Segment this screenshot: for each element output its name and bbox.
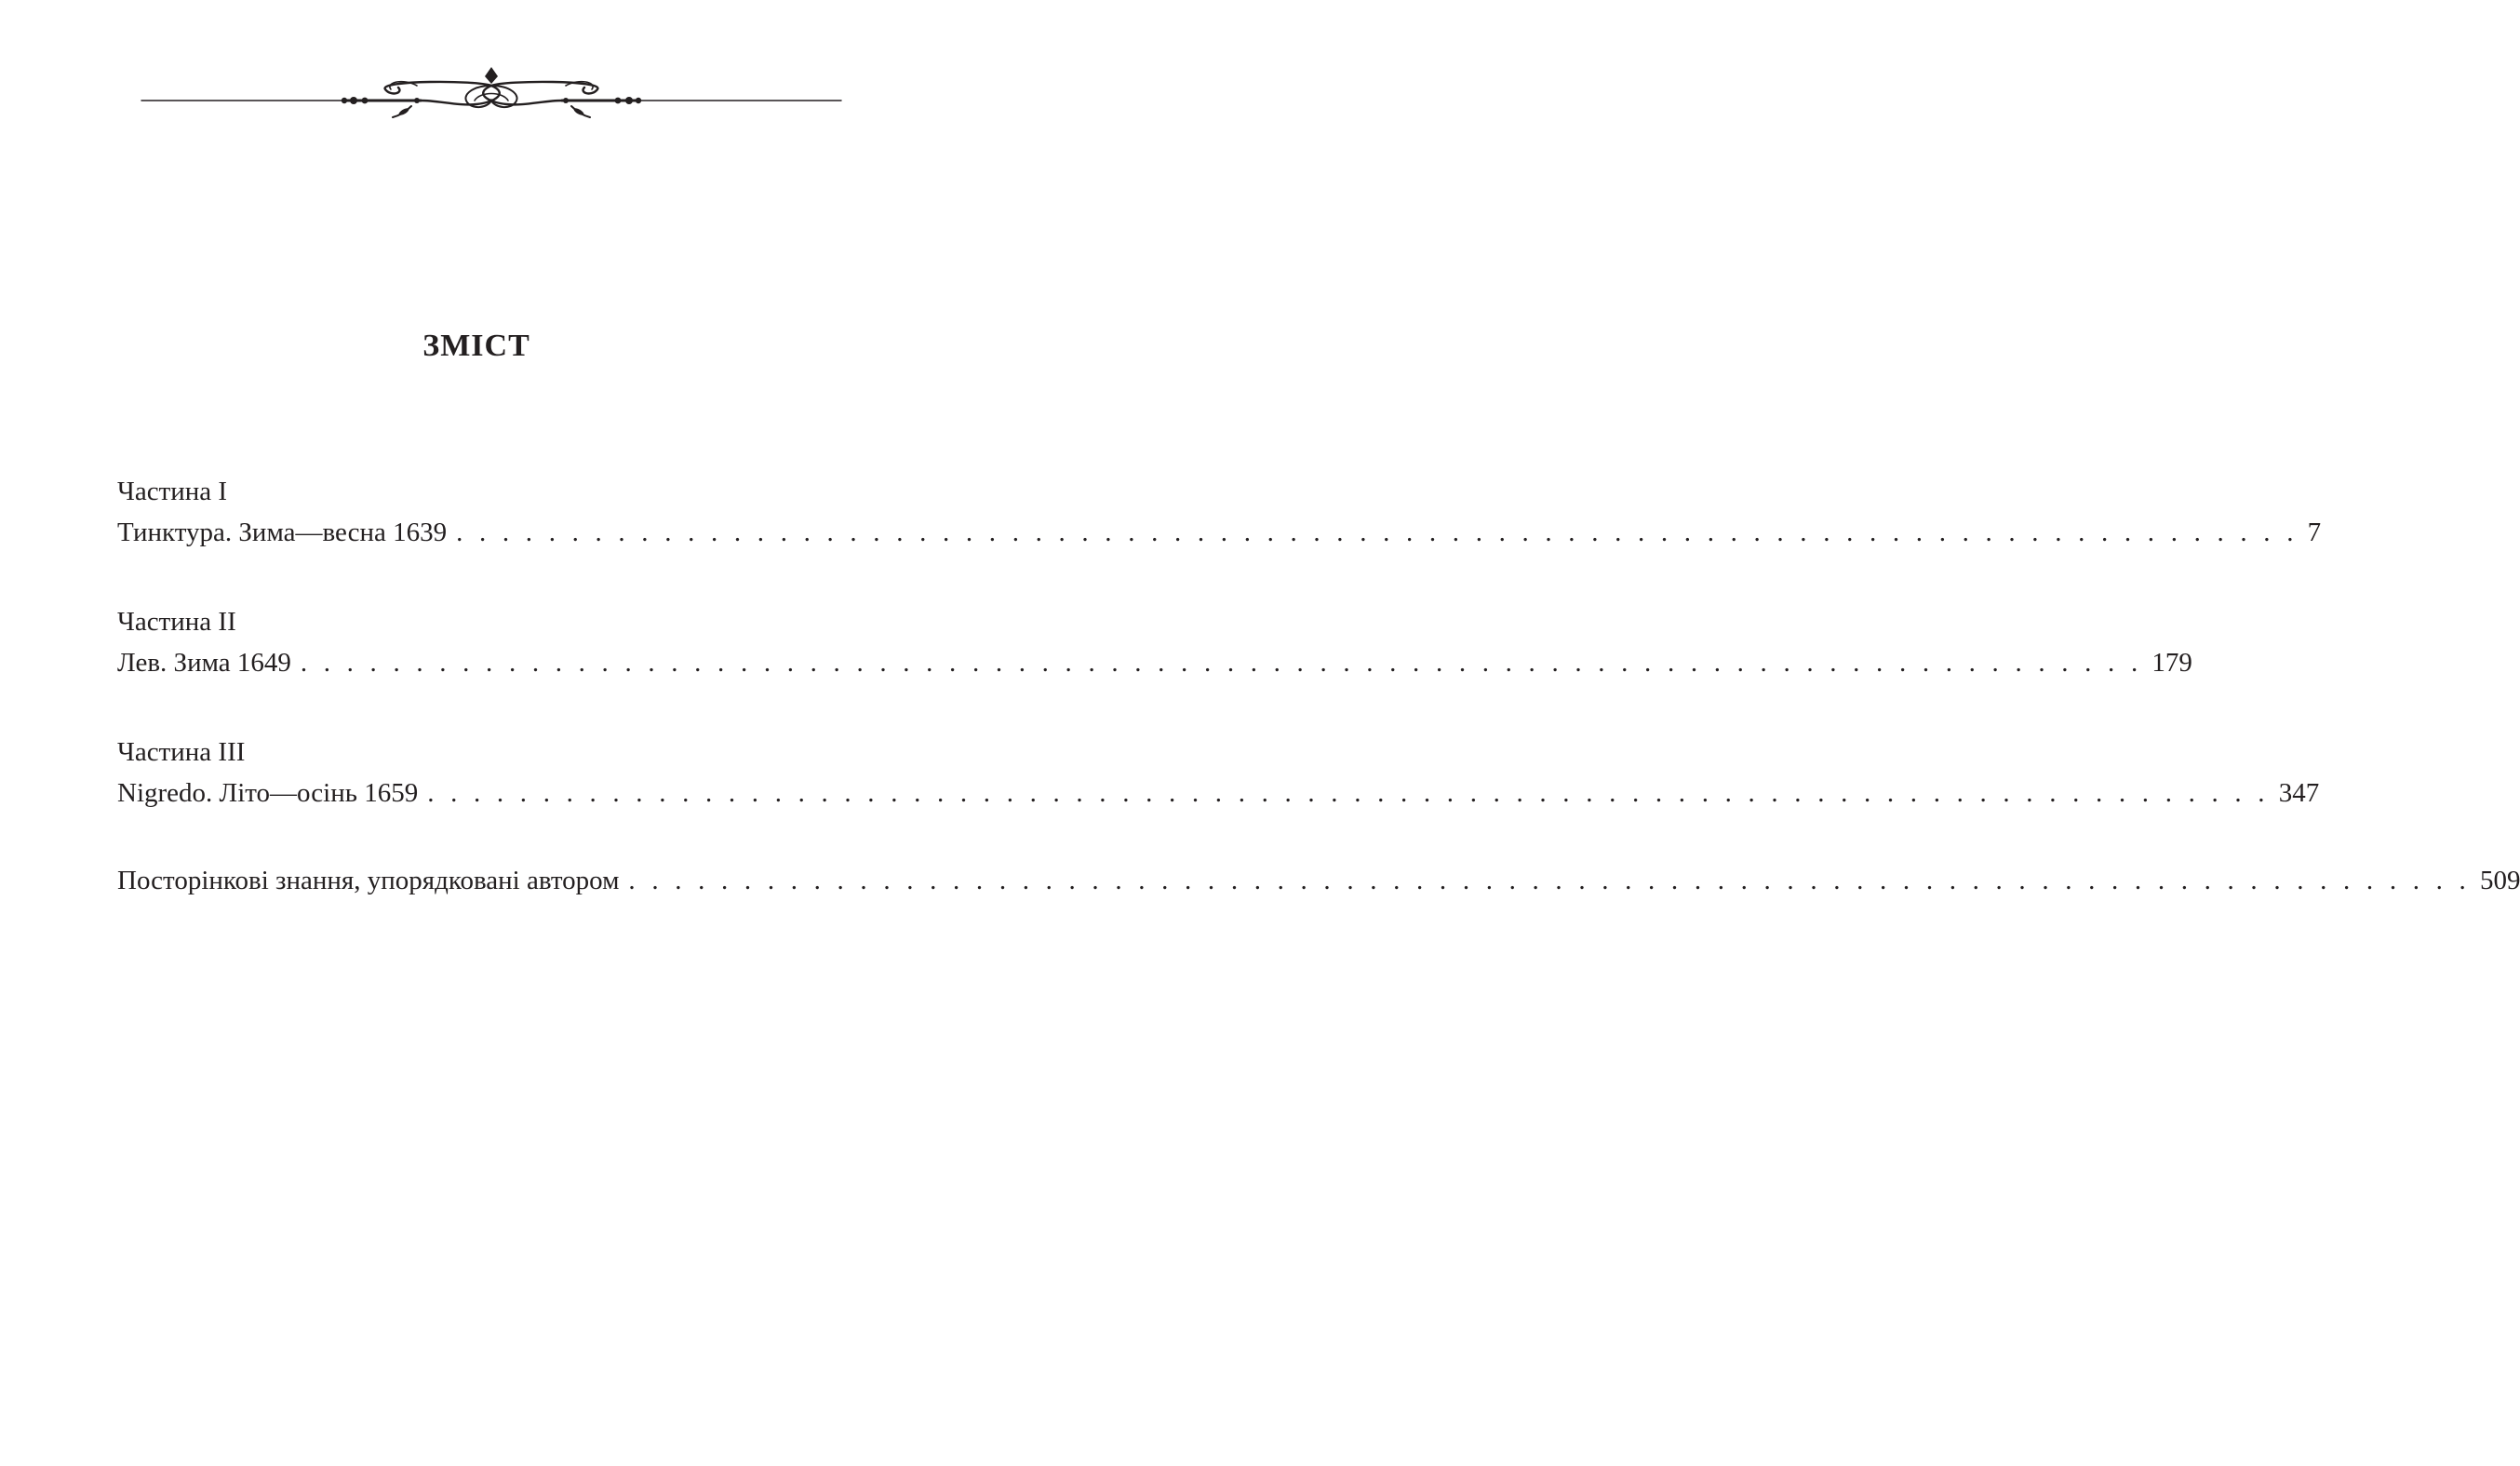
leader-dots: . . . . . . . . . . . . . . . . . . . . . . . . . . . . . . . . . . . . . . . . . . . . . . . . . . . . . . . . . . . . . . . . . . . . . . . . . . . . . . . . — [300, 648, 2143, 678]
part-3-page-number: 347 — [2278, 778, 2320, 808]
part-3-title: Nigredo. Літо—осінь 1659 — [117, 778, 419, 808]
toc-entry-appendix[interactable] — [117, 860, 2520, 901]
part-2-label: Частина ІІ — [117, 607, 236, 637]
decorative-flourish-icon — [141, 63, 841, 123]
part-3-label: Частина ІІІ — [117, 737, 246, 767]
toc-entry-part-2[interactable] — [117, 642, 2192, 683]
part-1-label: Частина І — [117, 477, 228, 506]
part-1-page-number: 7 — [2307, 518, 2322, 547]
part-1-title: Тинктура. Зима—весна 1639 — [117, 518, 448, 547]
part-2-title: Лев. Зима 1649 — [117, 648, 291, 678]
toc-entry-part-3[interactable] — [117, 773, 2320, 814]
toc-entry-part-1[interactable] — [117, 512, 2322, 553]
page-title: ЗМІСТ — [422, 329, 530, 363]
appendix-title: Посторінкові знання, упорядковані автором — [117, 866, 620, 895]
part-2-page-number: 179 — [2151, 648, 2192, 678]
leader-dots: . . . . . . . . . . . . . . . . . . . . . . . . . . . . . . . . . . . . . . . . . . . . . . . . . . . . . . . . . . . . . . . . . . . . . . . . . . . . . . . . — [456, 518, 2299, 547]
leader-dots: . . . . . . . . . . . . . . . . . . . . . . . . . . . . . . . . . . . . . . . . . . . . . . . . . . . . . . . . . . . . . . . . . . . . . . . . . . . . . . . . — [628, 866, 2471, 895]
appendix-page-number: 509 — [2479, 866, 2520, 895]
table-of-contents — [117, 471, 2520, 901]
leader-dots: . . . . . . . . . . . . . . . . . . . . . . . . . . . . . . . . . . . . . . . . . . . . . . . . . . . . . . . . . . . . . . . . . . . . . . . . . . . . . . . . — [427, 778, 2270, 808]
